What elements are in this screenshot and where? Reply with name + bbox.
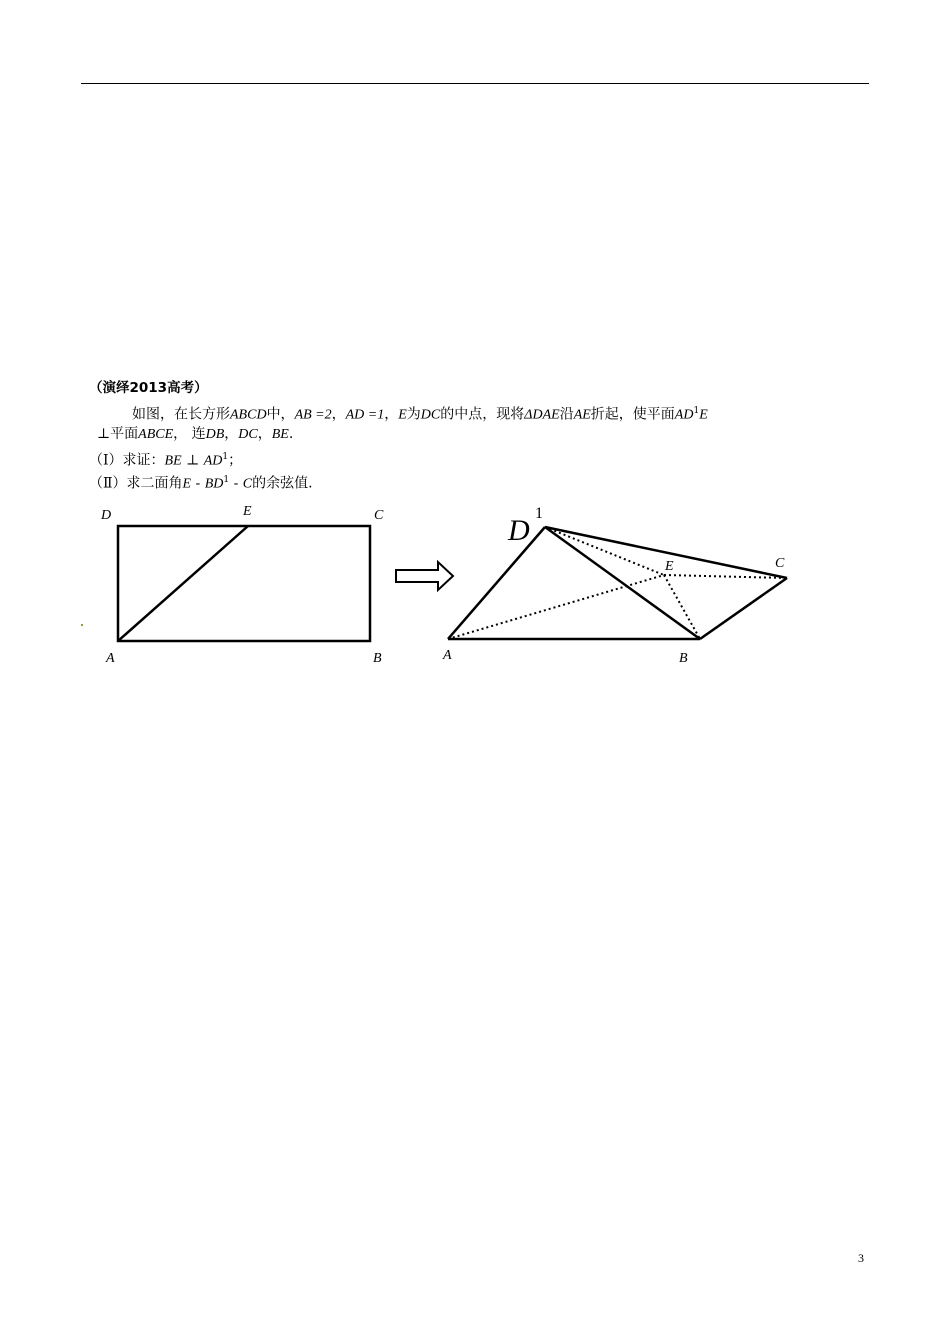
segment-ad1 — [448, 527, 545, 639]
label-b-right: B — [679, 651, 688, 666]
stray-dot — [81, 624, 83, 626]
segment-d1e-hidden — [545, 527, 664, 575]
question-2: （Ⅱ）求二面角E - $BD^1$ - C的余弦值. — [89, 475, 313, 492]
segment-bc — [700, 578, 787, 639]
label-a-left: A — [106, 651, 115, 666]
label-a-right: A — [443, 648, 452, 663]
label-d-left: D — [101, 508, 112, 523]
figure-rectangle — [100, 504, 384, 666]
rectangle-abcd — [118, 526, 370, 641]
figure-folded-pyramid — [442, 505, 787, 666]
label-e-right: E — [665, 559, 674, 574]
label-e-left: E — [243, 504, 252, 519]
problem-statement-line2: ⊥平面ABCE， 连DB，DC，BE. — [97, 426, 294, 442]
segment-ae — [118, 526, 248, 641]
question-1: （Ⅰ）求证：BE ⊥ $AD^1$； — [89, 452, 243, 469]
segment-ae-hidden — [448, 575, 664, 639]
segment-be-hidden — [664, 575, 700, 639]
page-number: 3 — [858, 1251, 864, 1265]
label-d1: D — [508, 514, 530, 547]
label-b-left: B — [373, 651, 382, 666]
fold-arrow-icon — [396, 562, 453, 590]
label-c-right: C — [775, 556, 785, 571]
segment-ce-hidden — [664, 575, 787, 578]
problem-source: （演绎2013高考） — [89, 380, 208, 396]
label-c-left: C — [374, 508, 384, 523]
problem-statement-line1: 如图，在长方形ABCD中，AB =2，AD =1，E为DC的中点，现将ΔDAE沿AE折起，使平面$AD^1E$ — [132, 406, 708, 423]
label-d1-superscript: 1 — [535, 505, 543, 522]
